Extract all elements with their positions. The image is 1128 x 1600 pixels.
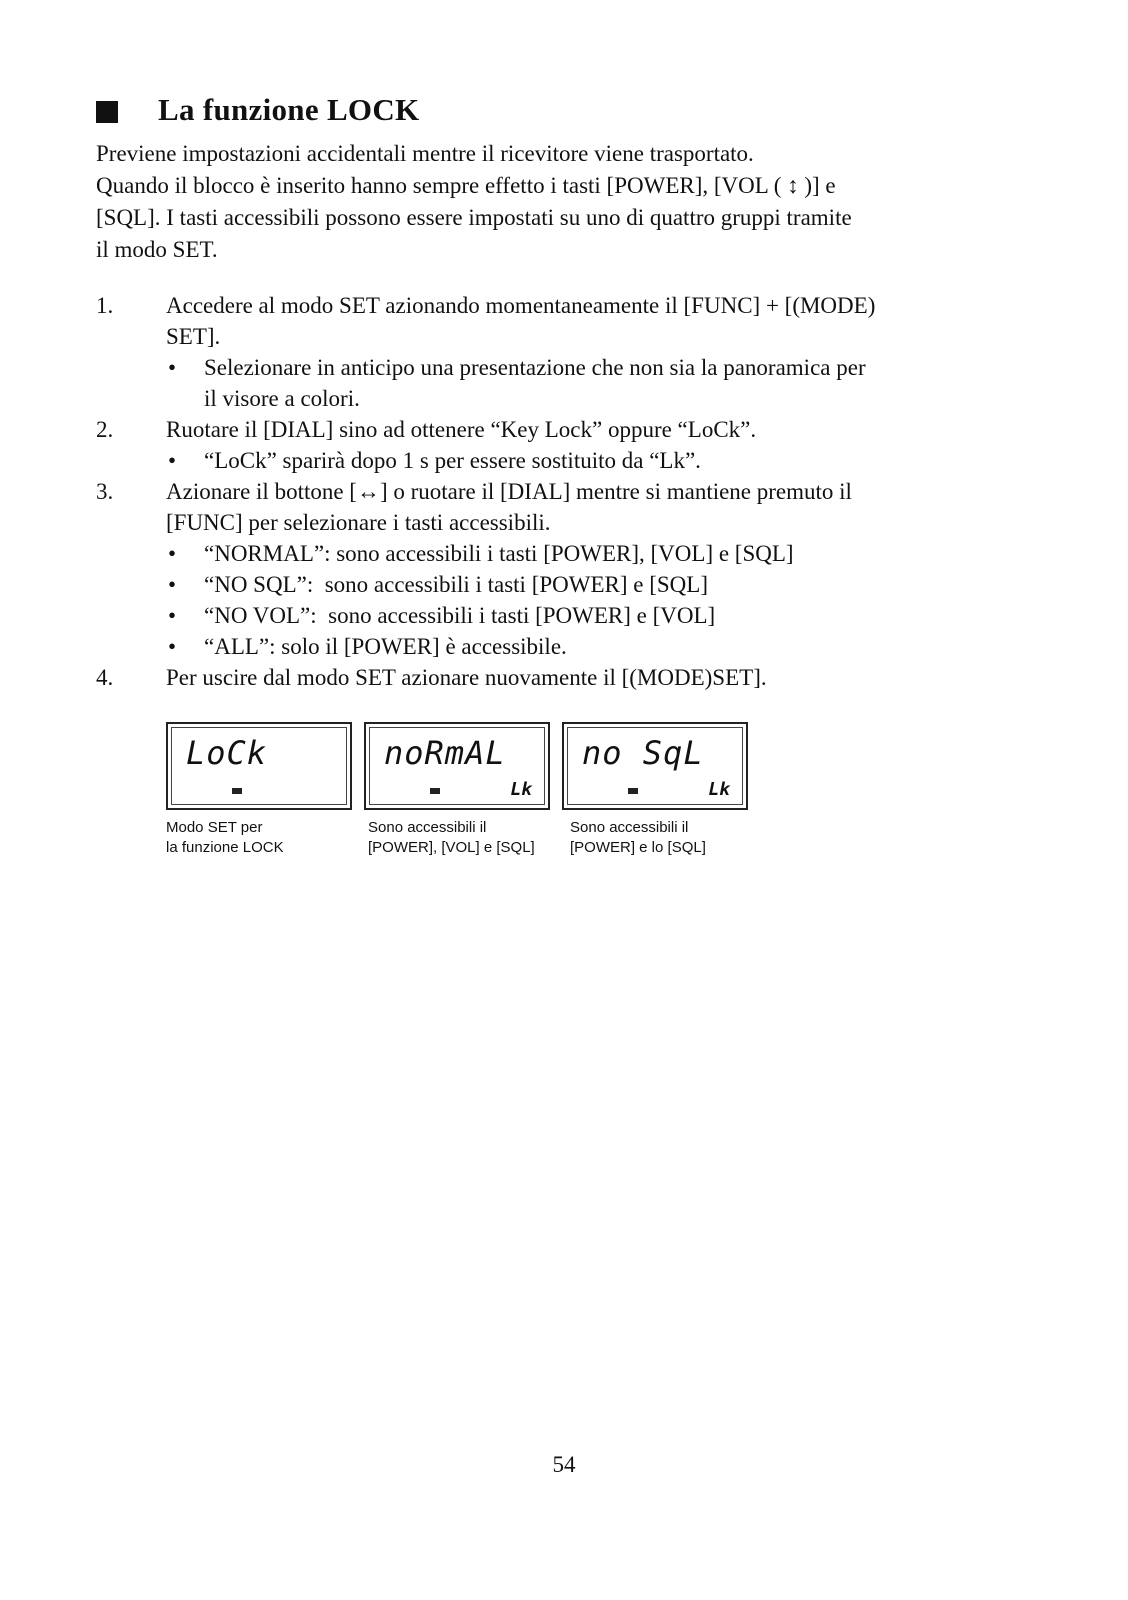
- intro-line: Previene impostazioni accidentali mentre il ricevitore viene trasportato.: [96, 141, 754, 166]
- intro-paragraph: [96, 138, 1036, 266]
- lcd-indicator-icon: [232, 788, 242, 794]
- lcd-display-lock: [166, 722, 352, 810]
- heading-title: La funzione LOCK: [158, 92, 420, 127]
- step-item: [96, 290, 1040, 414]
- lcd-indicator-icon: [628, 788, 638, 794]
- step-item: [96, 662, 1040, 693]
- bullet-item: [166, 569, 1040, 600]
- bullet-text: “NORMAL”: sono accessibili i tasti [POWER], [VOL] e [SQL]: [204, 541, 794, 566]
- bullet-text: “LoCk” sparirà dopo 1 s per essere sostituito da “Lk”.: [204, 448, 701, 473]
- bullet-dot-icon: •: [168, 355, 177, 380]
- bullet-item: [166, 631, 1040, 662]
- bullet-text: “NO SQL”: sono accessibili i tasti [POWER] e [SQL]: [204, 572, 708, 597]
- caption-line: Modo SET per: [166, 819, 263, 836]
- intro-line: il modo SET.: [96, 237, 218, 262]
- step-text: SET].: [166, 324, 221, 349]
- caption-line: [POWER], [VOL] e [SQL]: [368, 839, 535, 856]
- bullet-dot-icon: •: [168, 572, 177, 597]
- bullet-item: [166, 352, 1040, 414]
- caption-line: la funzione LOCK: [166, 839, 284, 856]
- caption-line: Sono accessibili il: [570, 819, 689, 836]
- display-captions: [166, 818, 768, 858]
- step-text: Ruotare il [DIAL] sino ad ottenere “Key Lock” oppure “LoCk”.: [166, 417, 757, 442]
- intro-line: Quando il blocco è inserito hanno sempre effetto i tasti [POWER], [VOL ( ↕ )] e: [96, 173, 836, 198]
- steps-list: [96, 290, 1040, 693]
- lcd-main-text: LoCk: [186, 734, 268, 772]
- lcd-sub-text: Lk: [510, 779, 532, 800]
- lcd-sub-text: Lk: [708, 779, 730, 800]
- caption-no-sql: [570, 818, 768, 858]
- caption-line: [POWER] e lo [SQL]: [570, 839, 706, 856]
- bullet-item: [166, 538, 1040, 569]
- lcd-display-no-sql: [562, 722, 748, 810]
- caption-lock: [166, 818, 364, 858]
- bullet-text: il visore a colori.: [204, 386, 360, 411]
- step-item: [96, 476, 1040, 662]
- intro-line: [SQL]. I tasti accessibili possono essere impostati su uno di quattro gruppi tramite: [96, 205, 852, 230]
- bullet-text: “NO VOL”: sono accessibili i tasti [POWER] e [VOL]: [204, 603, 716, 628]
- bullet-item: [166, 445, 1040, 476]
- step-number: 3.: [96, 479, 114, 504]
- lcd-main-text: noRmAL: [384, 734, 506, 772]
- lcd-display-normal: [364, 722, 550, 810]
- bullet-dot-icon: •: [168, 448, 177, 473]
- bullet-text: “ALL”: solo il [POWER] è accessibile.: [204, 634, 567, 659]
- page-number: 54: [552, 1452, 576, 1477]
- bullet-dot-icon: •: [168, 634, 177, 659]
- step-item: [96, 414, 1040, 476]
- step-text: Azionare il bottone [↔] o ruotare il [DIAL] mentre si mantiene premuto il: [166, 479, 852, 504]
- bullet-text: Selezionare in anticipo una presentazione che non sia la panoramica per: [204, 355, 866, 380]
- step-number: 1.: [96, 293, 114, 318]
- bullet-dot-icon: •: [168, 541, 177, 566]
- bullet-item: [166, 600, 1040, 631]
- square-bullet-icon: [96, 101, 118, 123]
- step-text: Accedere al modo SET azionando momentaneamente il [FUNC] + [(MODE): [166, 293, 876, 318]
- section-heading: [96, 92, 419, 128]
- step-number: 2.: [96, 417, 114, 442]
- lcd-indicator-icon: [430, 788, 440, 794]
- bullet-dot-icon: •: [168, 603, 177, 628]
- lcd-displays: [166, 722, 760, 810]
- caption-normal: [368, 818, 566, 858]
- step-text: Per uscire dal modo SET azionare nuovamente il [(MODE)SET].: [166, 665, 767, 690]
- step-number: 4.: [96, 665, 114, 690]
- step-text: [FUNC] per selezionare i tasti accessibili.: [166, 510, 551, 535]
- caption-line: Sono accessibili il: [368, 819, 487, 836]
- lcd-main-text: no SqL: [582, 734, 704, 772]
